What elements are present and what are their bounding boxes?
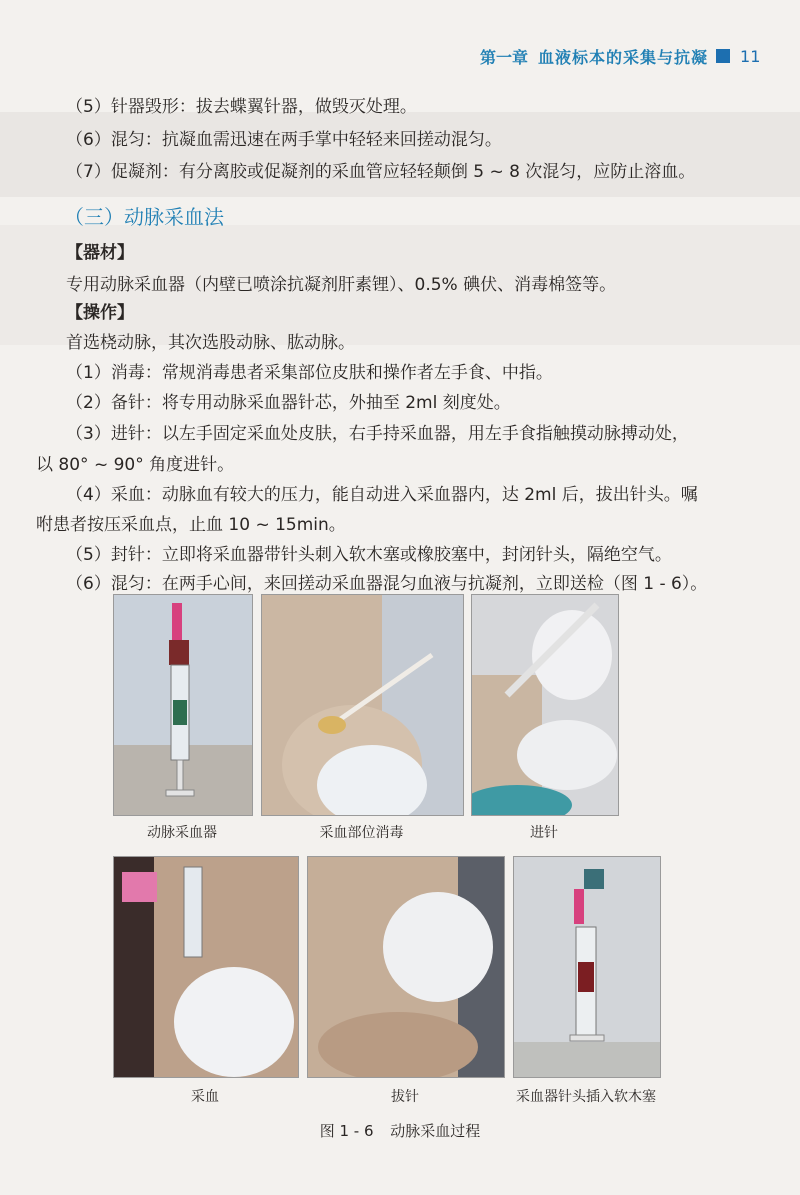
chapter-label: 第一章 <box>480 47 529 67</box>
panel-caption: 拔针 <box>391 1089 419 1105</box>
disinfection-illustration <box>262 595 463 815</box>
equipment-text: 专用动脉采血器（内壁已喷涂抗凝剂肝素锂）、0.5% 碘伏、消毒棉签等。 <box>66 275 617 295</box>
photo-site-disinfection <box>261 594 464 816</box>
photo-needle-in-cork <box>513 856 661 1078</box>
figure-title: 动脉采血过程 <box>390 1122 481 1140</box>
photo-blood-sampling <box>113 856 299 1078</box>
operation-heading: 【操作】 <box>66 303 134 323</box>
step-line: （2）备针：将专用动脉采血器针芯，外抽至 2ml 刻度处。 <box>66 393 511 413</box>
figure-label: 图 1 - 6 <box>319 1122 374 1140</box>
step-line: 以 80° ~ 90° 角度进针。 <box>36 455 235 475</box>
bleed-band <box>0 112 800 197</box>
step-line: （3）进针：以左手固定采血处皮肤，右手持采血器，用左手食指触摸动脉搏动处， <box>66 424 689 444</box>
step-line: 咐患者按压采血点，止血 10 ~ 15min。 <box>36 515 346 535</box>
figure-caption <box>0 1120 800 1141</box>
panel-caption: 动脉采血器 <box>147 825 217 841</box>
text-line: （5）针器毁形：拔去蝶翼针器，做毁灭处理。 <box>66 97 417 117</box>
step-line: （1）消毒：常规消毒患者采集部位皮肤和操作者左手食、中指。 <box>66 363 553 383</box>
operation-intro: 首选桡动脉，其次选股动脉、肱动脉。 <box>66 333 355 353</box>
step-line: （5）封针：立即将采血器带针头刺入软木塞或橡胶塞中，封闭针头，隔绝空气。 <box>66 545 672 565</box>
panel-caption: 采血 <box>191 1089 219 1105</box>
panel-caption: 进针 <box>530 825 558 841</box>
step-line: （4）采血：动脉血有较大的压力，能自动进入采血器内，达 2ml 后，拔出针头。嘱 <box>66 485 698 505</box>
text-line: （7）促凝剂：有分离胶或促凝剂的采血管应轻轻颠倒 5 ~ 8 次混匀，应防止溶血。 <box>66 162 696 182</box>
photo-needle-insertion <box>471 594 619 816</box>
photo-blood-gas-syringe <box>113 594 253 816</box>
section-title: （三）动脉采血法 <box>64 205 224 229</box>
chapter-title: 血液标本的采集与抗凝 <box>538 47 709 67</box>
running-header <box>480 44 800 68</box>
text-line: （6）混匀：抗凝血需迅速在两手掌中轻轻来回搓动混匀。 <box>66 130 502 150</box>
header-marker <box>716 49 730 63</box>
sampling-illustration <box>114 857 298 1077</box>
photo-needle-removal <box>307 856 505 1078</box>
panel-caption: 采血器针头插入软木塞 <box>516 1089 656 1105</box>
syringe-illustration <box>114 595 252 815</box>
insertion-illustration <box>472 595 618 815</box>
panel-caption: 采血部位消毒 <box>319 825 404 841</box>
equipment-heading: 【器材】 <box>66 243 134 263</box>
step-line: （6）混匀：在两手心间，来回搓动采血器混匀血液与抗凝剂，立即送检（图 1 - 6）。 <box>66 574 708 594</box>
removal-illustration <box>308 857 504 1077</box>
cork-illustration <box>514 857 660 1077</box>
page-number: 11 <box>740 46 761 66</box>
